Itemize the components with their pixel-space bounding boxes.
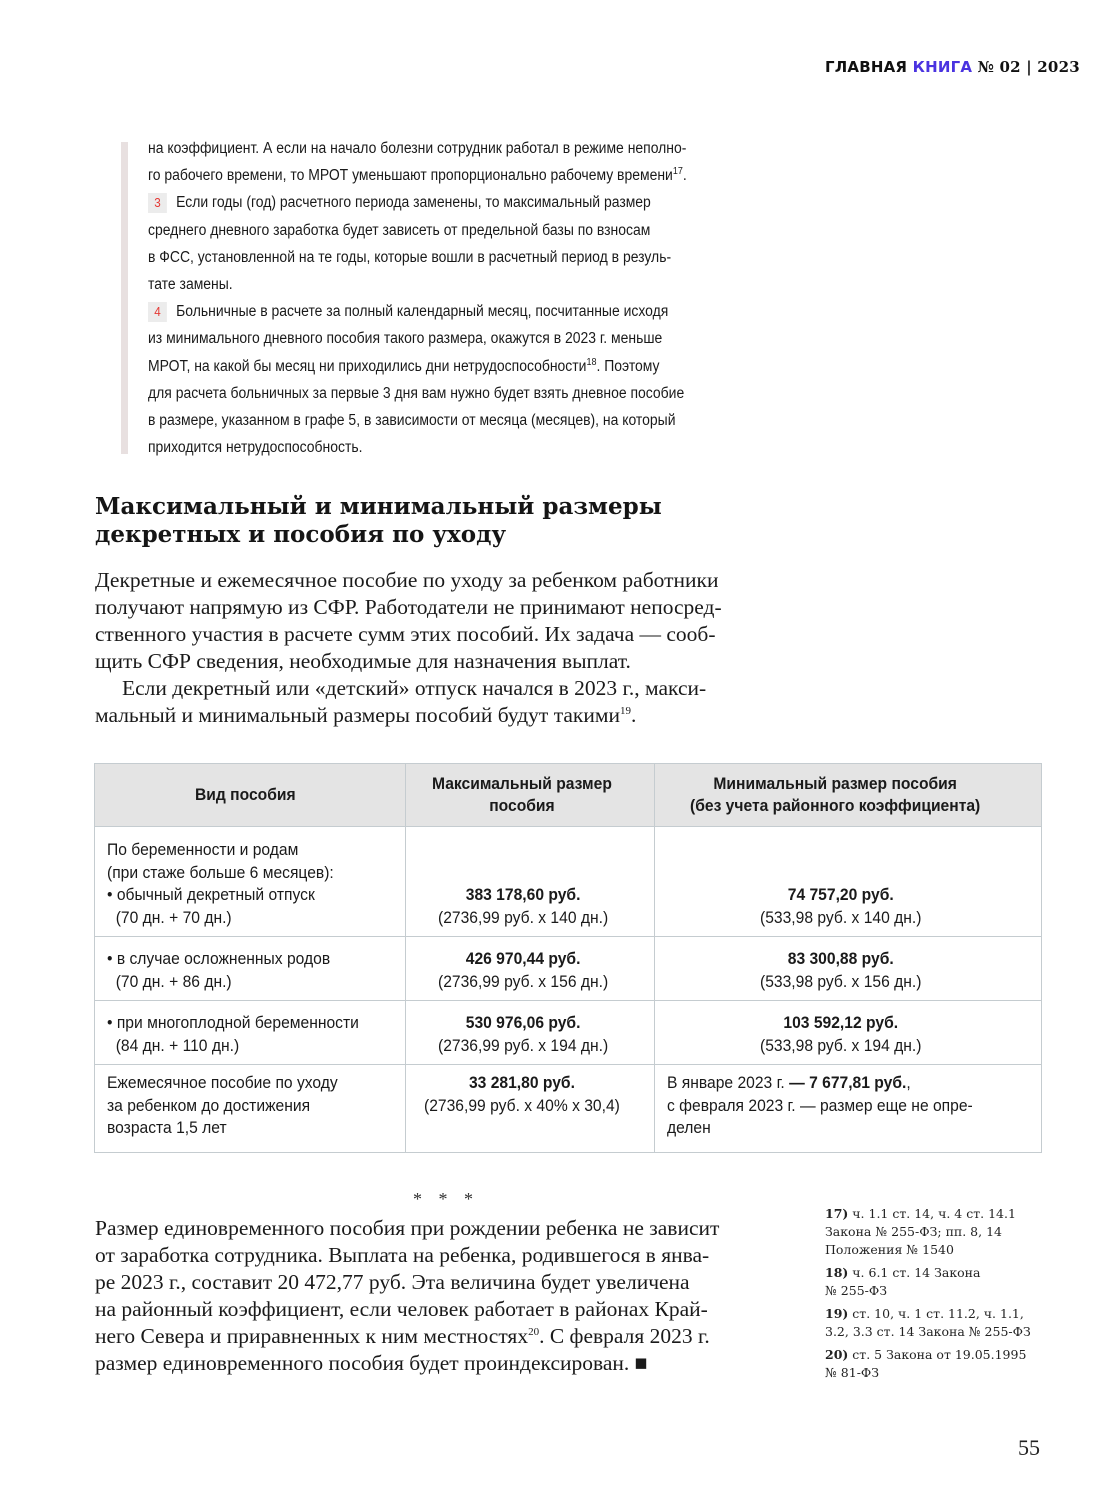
- benefit-type-cell: По беременности и родам (при стаже больше 6 месяцев): • обычный декретный отпуск (70 дн. + 70 дн.): [95, 827, 406, 937]
- footnote-19: 19) ст. 10, ч. 1 ст. 11.2, ч. 1.1, 3.2, 3.3 ст. 14 Закона № 255-ФЗ: [825, 1306, 1031, 1339]
- max-amount-cell: 426 970,44 руб. (2736,99 руб. x 156 дн.): [406, 937, 655, 1001]
- item-number-badge: 4: [148, 302, 167, 322]
- footnote-ref[interactable]: 19: [619, 704, 631, 717]
- paragraph-line: щить СФР сведения, необходимые для назначения выплат.: [95, 649, 631, 673]
- footnote-17: 17) ч. 1.1 ст. 14, ч. 4 ст. 14.1 Закона № 255-ФЗ; пп. 8, 14 Положения № 1540: [825, 1206, 1016, 1257]
- closing-paragraph: [95, 1215, 719, 1377]
- column-header-max: Максимальный размер пособия: [406, 764, 655, 827]
- footnote-ref[interactable]: 20: [528, 1325, 540, 1338]
- footnote-ref[interactable]: 17: [672, 166, 683, 178]
- note-item-3: 3 Если годы (год) расчетного периода заменены, то максимальный размер: [148, 189, 724, 216]
- magazine-header: [825, 58, 1080, 76]
- paragraph-line: ре 2023 г., составит 20 472,77 руб. Эта величина будет увеличена: [95, 1270, 690, 1294]
- note-item-4: 4 Больничные в расчете за полный календарный месяц, посчитанные исходя: [148, 298, 724, 325]
- note-accent-bar: [121, 142, 128, 454]
- paragraph-line: Декретные и ежемесячное пособие по уходу за ребенком работники: [95, 568, 719, 592]
- footnote-20: 20) ст. 5 Закона от 19.05.1995 № 81-ФЗ: [825, 1347, 1027, 1380]
- note-line: МРОТ, на какой бы месяц ни приходились дни нетрудоспособности$^{18}$. Поэтому: [148, 356, 660, 375]
- paragraph-line: мальный и минимальный размеры пособий будут такими$^{19}$.: [95, 703, 637, 727]
- max-amount-cell: 530 976,06 руб. (2736,99 руб. x 194 дн.): [406, 1001, 655, 1065]
- item-number-badge: 3: [148, 193, 167, 213]
- note-line: го рабочего времени, то МРОТ уменьшают пропорционально рабочему времени$^{17}$.: [148, 166, 687, 185]
- paragraph-line: Если декретный или «детский» отпуск начался в 2023 г., макси-: [122, 676, 707, 700]
- table-header-row: [95, 764, 1042, 827]
- end-of-article-icon: ■: [634, 1351, 648, 1375]
- min-amount-cell: 83 300,88 руб. (533,98 руб. x 156 дн.): [655, 937, 1042, 1001]
- min-amount-cell: 103 592,12 руб. (533,98 руб. x 194 дн.): [655, 1001, 1042, 1065]
- brand-name-part1: ГЛАВНАЯ: [825, 58, 908, 76]
- note-line: в размере, указанном в графе 5, в зависимости от месяца (месяцев), на который: [148, 412, 676, 430]
- column-header-min: Минимальный размер пособия (без учета районного коэффициента): [655, 764, 1042, 827]
- page-number: 55: [1018, 1435, 1040, 1460]
- paragraph-line: размер единовременного пособия будет проиндексирован. ■: [95, 1351, 648, 1375]
- footnote-ref[interactable]: 18: [586, 356, 597, 368]
- benefits-table: [94, 763, 1042, 1153]
- intro-paragraphs: [95, 567, 722, 729]
- column-header-benefit-type: Вид пособия: [95, 764, 406, 827]
- max-amount-cell: 33 281,80 руб. (2736,99 руб. x 40% x 30,4): [406, 1065, 655, 1153]
- brand-name-part2: КНИГА: [912, 58, 973, 76]
- section-title: Максимальный и минимальный размеры декретных и пособия по уходу: [95, 493, 662, 548]
- table-row: [95, 1065, 1042, 1153]
- note-line: из минимального дневного пособия такого размера, окажутся в 2023 г. меньше: [148, 330, 663, 348]
- issue-number: № 02 | 2023: [977, 58, 1080, 76]
- max-amount-cell: 383 178,60 руб. (2736,99 руб. x 140 дн.): [406, 827, 655, 937]
- min-amount-cell: В январе 2023 г. — 7 677,81 руб., с февраля 2023 г. — размер еще не опре- делен: [655, 1065, 1042, 1153]
- footnote-18: 18) ч. 6.1 ст. 14 Закона № 255-ФЗ: [825, 1265, 981, 1298]
- note-line: на коэффициент. А если на начало болезни сотрудник работал в режиме неполно-: [148, 140, 687, 157]
- note-line: в ФСС, установленной на те годы, которые вошли в расчетный период в резуль-: [148, 248, 672, 266]
- paragraph-line: ственного участия в расчете сумм этих пособий. Их задача — сооб-: [95, 622, 716, 646]
- table-row: [95, 937, 1042, 1001]
- paragraph-line: Размер единовременного пособия при рождении ребенка не зависит: [95, 1216, 720, 1240]
- paragraph-line: него Севера и приравненных к ним местностях$^{20}$. С февраля 2023 г.: [95, 1324, 710, 1348]
- section-separator: * * *: [413, 1189, 479, 1209]
- paragraph-line: от заработка сотрудника. Выплата на ребенка, родившегося в янва-: [95, 1243, 710, 1267]
- note-line: среднего дневного заработка будет зависеть от предельной базы по взносам: [148, 221, 651, 239]
- note-block: [148, 135, 724, 461]
- benefit-type-cell: • при многоплодной беременности (84 дн. + 110 дн.): [95, 1001, 406, 1065]
- note-line: для расчета больничных за первые 3 дня вам нужно будет взять дневное пособие: [148, 384, 685, 402]
- benefit-type-cell: Ежемесячное пособие по уходу за ребенком до достижения возраста 1,5 лет: [95, 1065, 406, 1153]
- table-row: [95, 827, 1042, 937]
- paragraph-line: получают напрямую из СФР. Работодатели не принимают непосред-: [95, 595, 722, 619]
- benefit-type-cell: • в случае осложненных родов (70 дн. + 86 дн.): [95, 937, 406, 1001]
- paragraph-line: на районный коэффициент, если человек работает в районах Край-: [95, 1297, 708, 1321]
- note-line: приходится нетрудоспособность.: [148, 439, 363, 457]
- min-amount-cell: 74 757,20 руб. (533,98 руб. x 140 дн.): [655, 827, 1042, 937]
- footnotes: [825, 1205, 1055, 1387]
- table-row: [95, 1001, 1042, 1065]
- note-line: тате замены.: [148, 276, 233, 294]
